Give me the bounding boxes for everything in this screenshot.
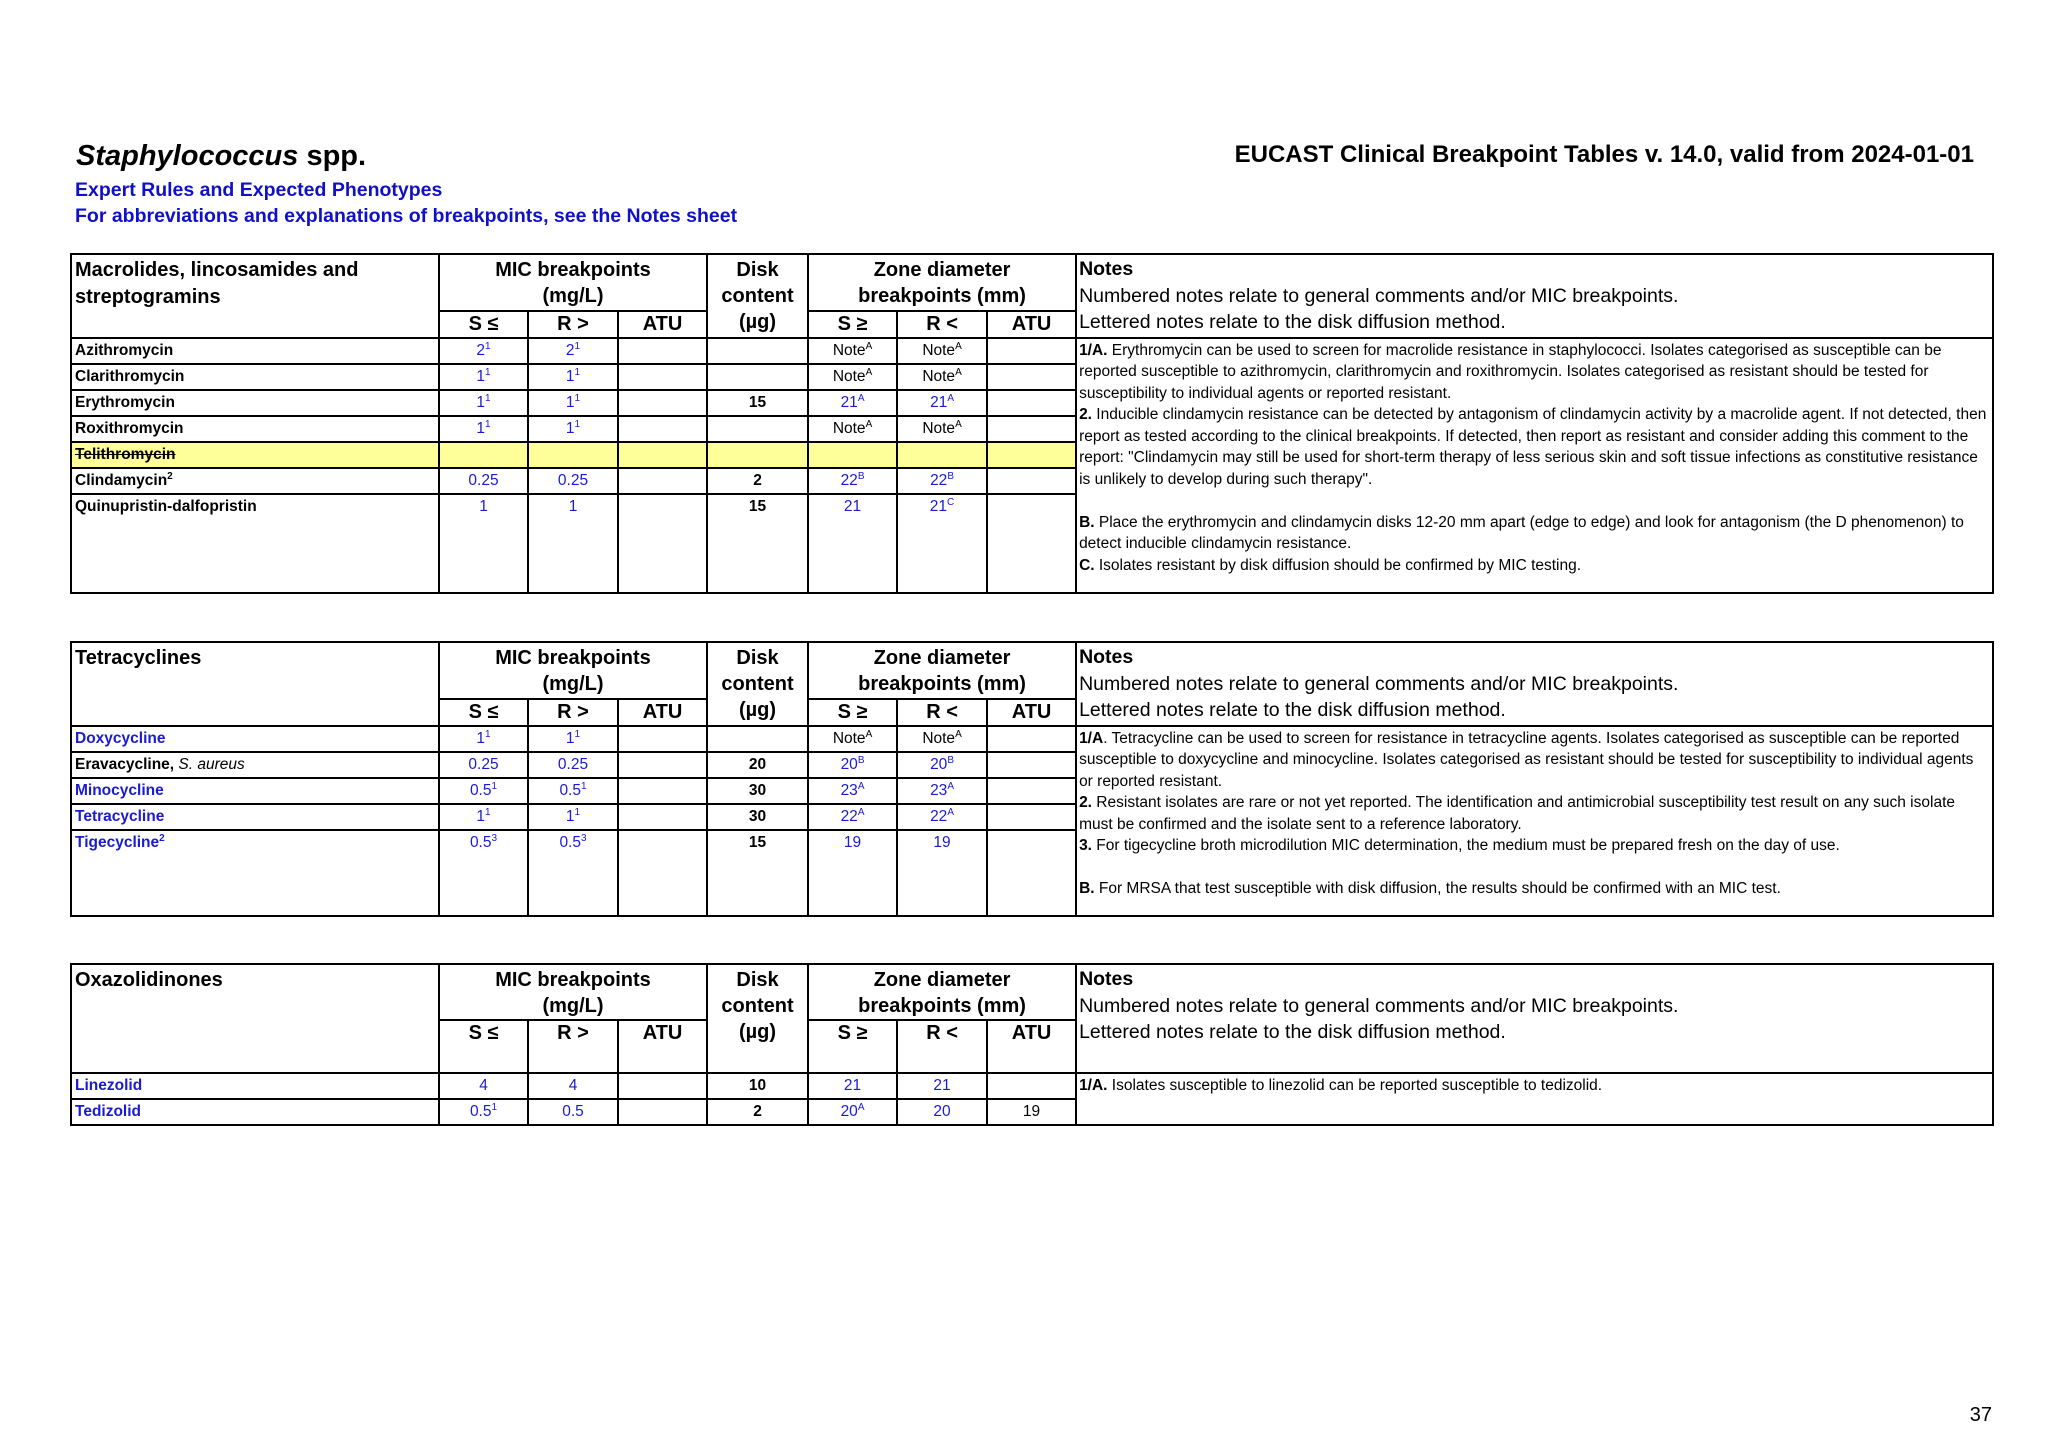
zone-s-cell: 21 xyxy=(808,494,897,593)
mic-atu-header: ATU xyxy=(618,699,707,725)
mic-r-cell: 0.25 xyxy=(528,468,618,494)
mic-s-cell: $0.5^1$ xyxy=(439,1099,528,1125)
zone-s-header: S ≥ xyxy=(808,1020,897,1073)
notes-header: Notes Numbered notes relate to general comments and/or MIC breakpoints. Lettered notes relate to the disk diffusion method. xyxy=(1076,642,1993,726)
zone-atu-cell xyxy=(987,468,1076,494)
mic-s-cell: 0.25 xyxy=(439,468,528,494)
mic-s-cell: $1^1$ xyxy=(439,364,528,390)
drug-name: Tetracycline xyxy=(71,804,439,830)
zone-r-cell: Note$^A$ xyxy=(897,338,987,364)
mic-s-header: S ≤ xyxy=(439,311,528,337)
zone-s-cell: $21^A$ xyxy=(808,390,897,416)
zone-diameter-header: Zone diameter breakpoints (mm) xyxy=(808,254,1076,311)
zone-atu-cell xyxy=(987,390,1076,416)
mic-breakpoints-header: MIC breakpoints (mg/L) xyxy=(439,254,707,311)
zone-r-cell: Note$^A$ xyxy=(897,364,987,390)
mic-r-cell: $1^1$ xyxy=(528,364,618,390)
mic-atu-header: ATU xyxy=(618,1020,707,1073)
disk-content-cell: 15 xyxy=(707,830,808,916)
mic-r-cell: $1^1$ xyxy=(528,416,618,442)
class-name: Tetracyclines xyxy=(71,642,439,726)
class-name: Oxazolidinones xyxy=(71,964,439,1073)
mic-r-header: R > xyxy=(528,1020,618,1073)
zone-r-header: R < xyxy=(897,1020,987,1073)
mic-r-cell: $0.5^3$ xyxy=(528,830,618,916)
zone-atu-header: ATU xyxy=(987,699,1076,725)
mic-s-cell: $0.5^1$ xyxy=(439,778,528,804)
drug-name: Linezolid xyxy=(71,1073,439,1099)
mic-s-header: S ≤ xyxy=(439,1020,528,1073)
mic-s-cell: $1^1$ xyxy=(439,804,528,830)
mic-r-cell: $1^1$ xyxy=(528,726,618,752)
mic-s-header: S ≤ xyxy=(439,699,528,725)
page-number: 37 xyxy=(1969,1404,1992,1426)
drug-name: Minocycline xyxy=(71,778,439,804)
mic-r-header: R > xyxy=(528,311,618,337)
zone-s-cell: $20^A$ xyxy=(808,1099,897,1125)
mic-atu-cell xyxy=(618,390,707,416)
disk-content-cell: 2 xyxy=(707,468,808,494)
mic-r-cell xyxy=(528,442,618,468)
drug-name: Roxithromycin xyxy=(71,416,439,442)
mic-s-cell: 0.25 xyxy=(439,752,528,778)
zone-diameter-header: Zone diameter breakpoints (mm) xyxy=(808,642,1076,699)
mic-r-cell: 0.25 xyxy=(528,752,618,778)
zone-s-cell xyxy=(808,442,897,468)
mic-r-cell: $1^1$ xyxy=(528,804,618,830)
zone-r-cell: 20 xyxy=(897,1099,987,1125)
mic-r-cell: 0.5 xyxy=(528,1099,618,1125)
drug-name: Eravacycline, S. aureus xyxy=(71,752,439,778)
drug-name: Clindamycin$^2$ xyxy=(71,468,439,494)
zone-r-cell: $22^B$ xyxy=(897,468,987,494)
disk-content-cell xyxy=(707,416,808,442)
drug-name: Tedizolid xyxy=(71,1099,439,1125)
disk-content-cell: 15 xyxy=(707,494,808,593)
drug-name: Azithromycin xyxy=(71,338,439,364)
zone-s-cell: Note$^A$ xyxy=(808,364,897,390)
zone-s-cell: $22^B$ xyxy=(808,468,897,494)
zone-atu-cell xyxy=(987,494,1076,593)
zone-atu-cell xyxy=(987,830,1076,916)
disk-content-header: Disk content (µg) xyxy=(707,254,808,338)
zone-r-cell: Note$^A$ xyxy=(897,726,987,752)
disk-content-cell: 30 xyxy=(707,804,808,830)
tetracyclines-table xyxy=(70,641,1994,917)
subtitle-expert-rules: Expert Rules and Expected Phenotypes xyxy=(75,179,443,201)
zone-r-header: R < xyxy=(897,311,987,337)
table-row xyxy=(71,726,1993,752)
mic-atu-cell xyxy=(618,442,707,468)
zone-s-cell: Note$^A$ xyxy=(808,416,897,442)
zone-atu-cell xyxy=(987,338,1076,364)
disk-content-header: Disk content (µg) xyxy=(707,642,808,726)
mic-atu-header: ATU xyxy=(618,311,707,337)
zone-r-cell: $21^C$ xyxy=(897,494,987,593)
zone-atu-cell xyxy=(987,752,1076,778)
mic-r-cell: $0.5^1$ xyxy=(528,778,618,804)
disk-content-cell: 2 xyxy=(707,1099,808,1125)
zone-r-cell: Note$^A$ xyxy=(897,416,987,442)
disk-content-cell: 30 xyxy=(707,778,808,804)
zone-s-cell: Note$^A$ xyxy=(808,338,897,364)
zone-s-cell: $22^A$ xyxy=(808,804,897,830)
mic-atu-cell xyxy=(618,726,707,752)
zone-r-cell: $23^A$ xyxy=(897,778,987,804)
disk-content-cell: 10 xyxy=(707,1073,808,1099)
mic-atu-cell xyxy=(618,1073,707,1099)
mic-atu-cell xyxy=(618,804,707,830)
disk-content-cell xyxy=(707,364,808,390)
drug-name: Doxycycline xyxy=(71,726,439,752)
zone-diameter-header: Zone diameter breakpoints (mm) xyxy=(808,964,1076,1020)
mic-r-header: R > xyxy=(528,699,618,725)
mic-s-cell: $1^1$ xyxy=(439,416,528,442)
document-title: EUCAST Clinical Breakpoint Tables v. 14.0, valid from 2024-01-01 xyxy=(1234,141,1974,168)
zone-atu-cell xyxy=(987,364,1076,390)
mic-r-cell: $1^1$ xyxy=(528,390,618,416)
mic-s-cell: $1^1$ xyxy=(439,726,528,752)
disk-content-cell: 15 xyxy=(707,390,808,416)
class-name: Macrolides, lincosamides and streptogramins xyxy=(71,254,439,338)
mic-atu-cell xyxy=(618,1099,707,1125)
drug-name: Tigecycline$^2$ xyxy=(71,830,439,916)
mic-s-cell: $2^1$ xyxy=(439,338,528,364)
mic-atu-cell xyxy=(618,338,707,364)
mic-atu-cell xyxy=(618,416,707,442)
zone-atu-cell xyxy=(987,442,1076,468)
zone-r-cell: $22^A$ xyxy=(897,804,987,830)
disk-content-cell xyxy=(707,726,808,752)
mic-r-cell: 1 xyxy=(528,494,618,593)
mic-atu-cell xyxy=(618,494,707,593)
zone-s-cell: 19 xyxy=(808,830,897,916)
zone-atu-cell xyxy=(987,778,1076,804)
zone-atu-cell xyxy=(987,416,1076,442)
mic-breakpoints-header: MIC breakpoints (mg/L) xyxy=(439,964,707,1020)
notes-body: 1/A. Erythromycin can be used to screen for macrolide resistance in staphylococci. Isolates categorised as susceptible can be reported susceptible to azithromycin, clarithromycin and roxithromycin. Isolates categorised as resistant should be tested for susceptibility to individual agents or reported resistant. 2. Inducible clindamycin resistance can be detected by antagonism of clindamycin activity by a macrolide agent. If not detected, then report as tested according to the clinical breakpoints. If detected, then report as resistant and consider adding this comment to the report: "Clindamycin may still be used for short-term therapy of less serious skin and soft tissue infections as constitutive resistance is unlikely to develop during such therapy". B. Place the erythromycin and clindamycin disks 12-20 mm apart (edge to edge) and look for antagonism (the D phenomenon) to detect inducible clindamycin resistance. C. Isolates resistant by disk diffusion should be confirmed by MIC testing. xyxy=(1076,338,1993,593)
macrolides-table xyxy=(70,253,1994,594)
disk-content-cell xyxy=(707,442,808,468)
drug-name: Quinupristin-dalfopristin xyxy=(71,494,439,593)
disk-content-cell: 20 xyxy=(707,752,808,778)
table-row xyxy=(71,338,1993,364)
subtitle-abbreviations: For abbreviations and explanations of breakpoints, see the Notes sheet xyxy=(75,205,738,227)
mic-r-cell: 4 xyxy=(528,1073,618,1099)
zone-r-cell: $21^A$ xyxy=(897,390,987,416)
mic-breakpoints-header: MIC breakpoints (mg/L) xyxy=(439,642,707,699)
zone-s-cell: 21 xyxy=(808,1073,897,1099)
zone-atu-cell xyxy=(987,1073,1076,1099)
zone-r-cell: 21 xyxy=(897,1073,987,1099)
notes-body: 1/A. Isolates susceptible to linezolid can be reported susceptible to tedizolid. xyxy=(1076,1073,1993,1125)
table-row xyxy=(71,1073,1993,1099)
drug-name: Erythromycin xyxy=(71,390,439,416)
mic-s-cell: $0.5^3$ xyxy=(439,830,528,916)
mic-atu-cell xyxy=(618,778,707,804)
mic-atu-cell xyxy=(618,364,707,390)
zone-r-cell xyxy=(897,442,987,468)
zone-s-cell: Note$^A$ xyxy=(808,726,897,752)
zone-r-cell: $20^B$ xyxy=(897,752,987,778)
disk-content-cell xyxy=(707,338,808,364)
zone-r-header: R < xyxy=(897,699,987,725)
mic-s-cell: 1 xyxy=(439,494,528,593)
notes-body: 1/A. Tetracycline can be used to screen for resistance in tetracycline agents. Isolates categorised as susceptible can be reported susceptible to doxycycline and minocycline. Isolates categorised as resistant should be tested for susceptibility to individual agents or reported resistant. 2. Resistant isolates are rare or not yet reported. The identification and antimicrobial susceptibility test result on any such isolate must be confirmed and the isolate sent to a reference laboratory. 3. For tigecycline broth microdilution MIC determination, the medium must be prepared fresh on the day of use. B. For MRSA that test susceptible with disk diffusion, the results should be confirmed with an MIC test. xyxy=(1076,726,1993,916)
notes-header: Notes Numbered notes relate to general comments and/or MIC breakpoints. Lettered notes relate to the disk diffusion method. xyxy=(1076,254,1993,338)
mic-s-cell xyxy=(439,442,528,468)
disk-content-header: Disk content (µg) xyxy=(707,964,808,1073)
mic-atu-cell xyxy=(618,830,707,916)
mic-atu-cell xyxy=(618,752,707,778)
mic-s-cell: $1^1$ xyxy=(439,390,528,416)
zone-s-header: S ≥ xyxy=(808,699,897,725)
zone-s-cell: $20^B$ xyxy=(808,752,897,778)
zone-atu-header: ATU xyxy=(987,311,1076,337)
zone-s-cell: $23^A$ xyxy=(808,778,897,804)
zone-atu-cell: 19 xyxy=(987,1099,1076,1125)
zone-atu-cell xyxy=(987,726,1076,752)
zone-r-cell: 19 xyxy=(897,830,987,916)
drug-name: Telithromycin xyxy=(71,442,439,468)
drug-name: Clarithromycin xyxy=(71,364,439,390)
zone-atu-header: ATU xyxy=(987,1020,1076,1073)
mic-atu-cell xyxy=(618,468,707,494)
mic-r-cell: $2^1$ xyxy=(528,338,618,364)
zone-atu-cell xyxy=(987,804,1076,830)
mic-s-cell: 4 xyxy=(439,1073,528,1099)
notes-header: Notes Numbered notes relate to general comments and/or MIC breakpoints. Lettered notes relate to the disk diffusion method. xyxy=(1076,964,1993,1073)
page-title: Staphylococcus spp. xyxy=(76,140,367,172)
oxazolidinones-table xyxy=(70,963,1994,1126)
zone-s-header: S ≥ xyxy=(808,311,897,337)
